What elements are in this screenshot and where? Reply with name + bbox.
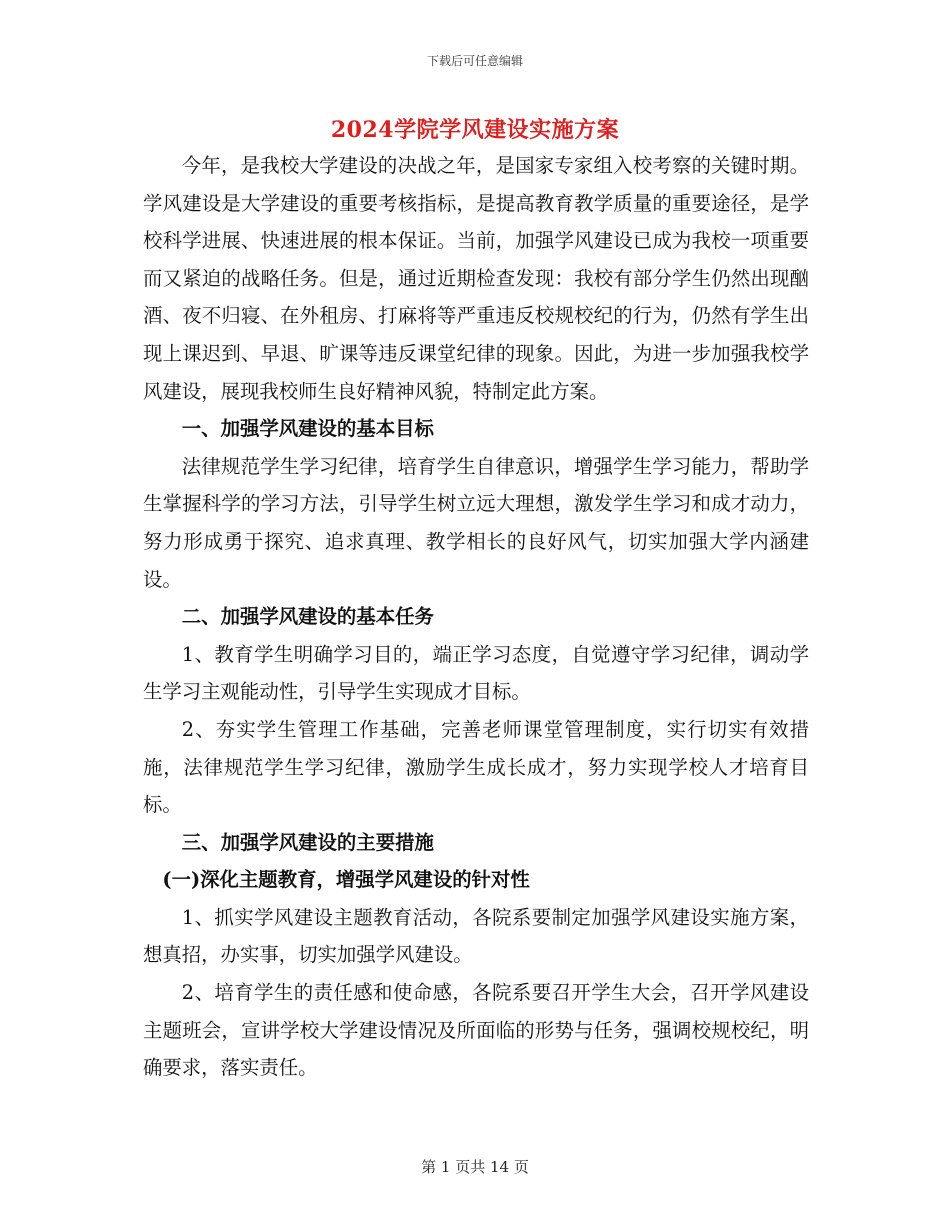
section-heading-goals: 一、加强学风建设的基本目标 <box>181 417 434 441</box>
subsection-heading-education: (一)深化主题教育，增强学风建设的针对性 <box>162 868 530 892</box>
tasks-item-2: 2、夯实学生管理工作基础，完善老师课堂管理制度，实行切实有效措施，法律规范学生学习纪律，激励学生成长成才，努力实现学校人才培育目标。 <box>143 717 809 817</box>
measures-item-1: 1、抓实学风建设主题教育活动，各院系要制定加强学风建设实施方案，想真招，办实事，切实加强学风建设。 <box>143 905 809 967</box>
page-number: 第 1 页共 14 页 <box>421 1158 529 1176</box>
page-header-note: 下载后可任意编辑 <box>426 54 523 68</box>
section-heading-tasks: 二、加强学风建设的基本任务 <box>181 605 434 629</box>
document-title: 2024学院学风建设实施方案 <box>330 117 620 143</box>
tasks-item-1: 1、教育学生明确学习目的，端正学习态度，自觉遵守学习纪律，调动学生学习主观能动性，引导学生实现成才目标。 <box>143 642 809 704</box>
section-heading-measures: 三、加强学风建设的主要措施 <box>181 830 434 854</box>
document-body <box>143 147 809 1087</box>
measures-item-2: 2、培育学生的责任感和使命感，各院系要召开学生大会，召开学风建设主题班会，宣讲学校大学建设情况及所面临的形势与任务，强调校规校纪，明确要求，落实责任。 <box>143 981 809 1080</box>
intro-paragraph: 今年，是我校大学建设的决战之年，是国家专家组入校考察的关键时期。学风建设是大学建设的重要考核指标，是提高教育教学质量的重要途径，是学校科学进展、快速进展的根本保证。当前，加强学风建设已成为我校一项重要而又紧迫的战略任务。但是，通过近期检查发现：我校有部分学生仍然出现酗酒、夜不归寝、在外租房、打麻将等严重违反校规校纪的行为，仍然有学生出现上课迟到、早退、旷课等违反课堂纪律的现象。因此，为进一步加强我校学风建设，展现我校师生良好精神风貌，特制定此方案。 <box>143 154 809 403</box>
goals-paragraph: 法律规范学生学习纪律，培育学生自律意识，增强学生学习能力，帮助学生掌握科学的学习方法，引导学生树立远大理想，激发学生学习和成才动力，努力形成勇于探究、追求真理、教学相长的良好风气，切实加强大学内涵建设。 <box>143 454 809 591</box>
